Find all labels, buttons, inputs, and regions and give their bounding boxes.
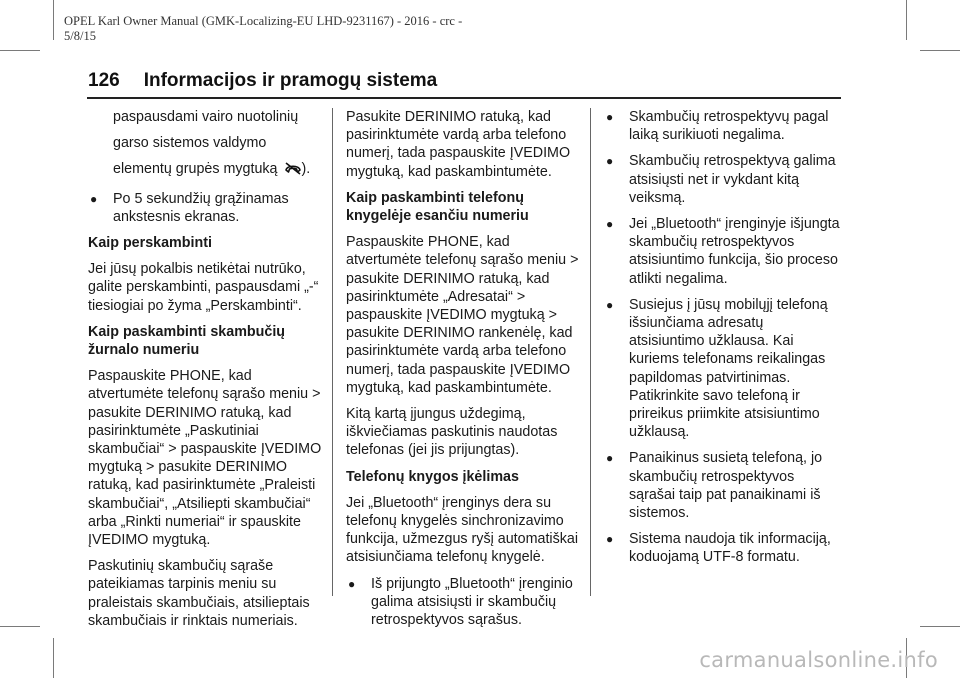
- watermark-link[interactable]: carmanualsonline.info: [699, 648, 938, 672]
- paragraph: Paspauskite PHONE, kad atvertumėte telefonų sąrašo meniu > pasukite DERINIMO ratuką, kad pasirinktumėte „Adresatai“ > paspauskite ĮVEDIMO mygtuką > pasukite DERINIMO rankenėlę, kad pasirinktumėte vardą arba telefono numerį, tada paspauskite ĮVEDIMO mygtuką, kad paskambintumėte.: [346, 234, 579, 396]
- crop-mark: [53, 0, 54, 40]
- intro-line: garso sistemos valdymo: [113, 135, 267, 152]
- crop-mark: [920, 626, 960, 627]
- bullet-marker: ●: [90, 191, 98, 206]
- page-number: 126: [88, 70, 120, 91]
- section-heading: Kaip paskambinti telefonų knygelėje esančiu numeriu: [346, 189, 529, 225]
- crop-mark: [920, 50, 960, 51]
- document-header-line2: 5/8/15: [64, 29, 96, 43]
- bullet-marker: ●: [606, 532, 614, 547]
- bullet-item: [604, 215, 842, 288]
- column-3: [604, 108, 842, 575]
- heading-rule: [87, 97, 841, 99]
- column-1: [88, 108, 326, 638]
- bullet-text: Iš prijungto „Bluetooth“ įrenginio galima atsisiųsti ir skambučių retrospektyvos sąrašus.: [371, 575, 573, 629]
- bullet-item: [604, 449, 842, 522]
- intro-line-text: elementų grupės mygtuką: [113, 161, 278, 178]
- bullet-item: [88, 190, 326, 226]
- bullet-text: Susiejus į jūsų mobilųjį telefoną išsiunčiama adresatų atsisiuntimo užklausa. Kai kuriems telefonams reikalingas papildomas patvirtinimas. Patikrinkite savo telefoną ir prireikus priimkite atsisiuntimo užklausą.: [629, 296, 828, 441]
- bullet-item: [604, 108, 842, 144]
- bullet-marker: ●: [348, 576, 356, 591]
- intro-line: paspausdami vairo nuotolinių: [113, 109, 299, 125]
- crop-mark: [906, 0, 907, 40]
- paragraph: Jei jūsų pokalbis netikėtai nutrūko, galite perskambinti, paspausdami „-“ tiesiogiai po žyma „Perskambinti“.: [88, 261, 319, 314]
- paragraph: Paspauskite PHONE, kad atvertumėte telefonų sąrašo meniu > pasukite DERINIMO ratuką, kad pasirinktumėte „Paskutiniai skambučiai“ > paspauskite ĮVEDIMO mygtuką > pasukite DERINIMO ratuką, kad pasirinktumėte „Praleisti skambučiai“, „Atsiliepti skambučiai“ arba „Rinkti numeriai“ ir spauskite ĮVEDIMO mygtuką.: [88, 368, 322, 549]
- section-heading: Telefonų knygos įkėlimas: [346, 468, 519, 485]
- bullet-marker: ●: [606, 297, 614, 312]
- column-divider: [590, 108, 591, 596]
- document-header: [64, 14, 524, 44]
- paragraph: Jei „Bluetooth“ įrenginys dera su telefonų knygelės sinchronizavimo funkcija, užmezgus ryšį automatiškai atsisiunčiama telefonų knygelė.: [346, 494, 579, 566]
- paragraph: Paskutinių skambučių sąraše pateikiamas tarpinis meniu su praleistais skambučiais, atsilieptais skambučiais ir rinktais numeriais.: [88, 558, 310, 629]
- bullet-item: [604, 152, 842, 207]
- column-divider: [332, 108, 333, 596]
- paragraph: Pasukite DERINIMO ratuką, kad pasirinktumėte vardą arba telefono numerį, tada paspauskite ĮVEDIMO mygtuką, kad paskambintumėte.: [346, 109, 571, 180]
- bullet-marker: ●: [606, 217, 614, 232]
- bullet-text: Sistema naudoja tik informaciją, koduojamą UTF-8 formatu.: [629, 531, 831, 566]
- bullet-item: [604, 530, 842, 566]
- bullet-text: Jei „Bluetooth“ įrenginyje išjungta skambučių retrospektyvos atsisiuntimo funkcija, šio proceso atlikti negalima.: [629, 216, 840, 287]
- page-title: Informacijos ir pramogų sistema: [143, 70, 438, 91]
- intro-line-tail: ).: [301, 161, 311, 178]
- bullet-item: [604, 296, 842, 442]
- bullet-text: Skambučių retrospektyvą galima atsisiųsti net ir vykdant kitą veiksmą.: [629, 153, 836, 206]
- section-heading: Kaip perskambinti: [88, 235, 212, 252]
- page-heading: [88, 70, 868, 92]
- intro-line: [88, 160, 326, 181]
- bullet-text: Po 5 sekundžių grąžinamas ankstesnis ekranas.: [113, 190, 289, 225]
- column-2: [346, 108, 584, 637]
- bullet-marker: ●: [606, 451, 614, 466]
- document-header-line1: OPEL Karl Owner Manual (GMK-Localizing-EU LHD-9231167) - 2016 - crc -: [64, 14, 463, 28]
- bullet-text: Panaikinus susietą telefoną, jo skambučių retrospektyvos sąrašai taip pat panaikinami iš sistemos.: [629, 450, 823, 522]
- bullet-marker: ●: [606, 154, 614, 169]
- bullet-text: Skambučių retrospektyvų pagal laiką surikiuoti negalima.: [629, 109, 829, 144]
- bullet-item: [346, 575, 584, 630]
- bullet-marker: ●: [606, 110, 614, 124]
- phone-hangup-icon: [284, 161, 302, 181]
- crop-mark: [0, 50, 40, 51]
- crop-mark: [53, 638, 54, 678]
- crop-mark: [0, 626, 40, 627]
- section-heading: Kaip paskambinti skambučių žurnalo numeriu: [88, 323, 286, 359]
- paragraph: Kitą kartą įjungus uždegimą, iškviečiamas paskutinis naudotas telefonas (jei jis prijungtas).: [346, 406, 558, 459]
